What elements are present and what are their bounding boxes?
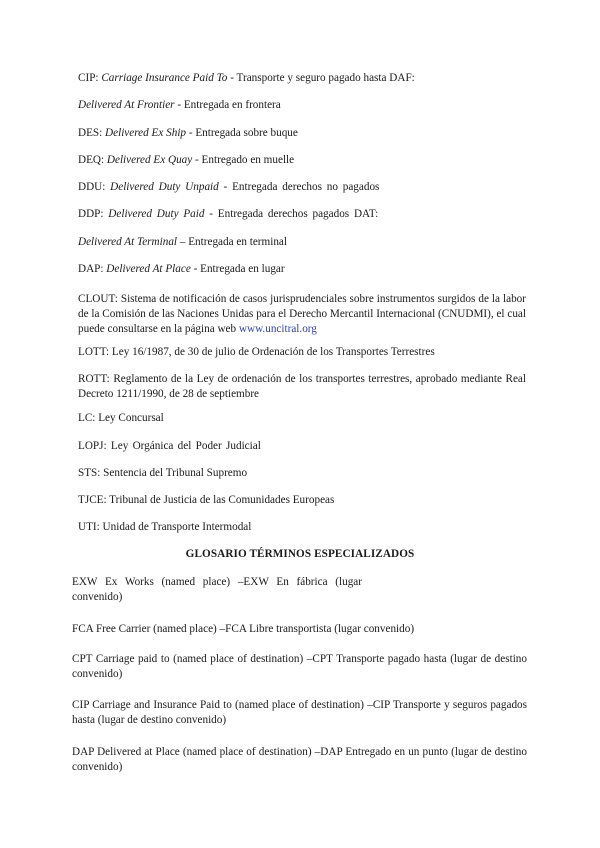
glossary-exw: EXW Ex Works (named place) –EXW En fábrica (lugar convenido) [72,576,362,603]
abbr-english: Delivered At Terminal [78,236,178,248]
sts-line: STS: Sentencia del Tribunal Supremo [78,467,248,479]
rott-paragraph: ROTT: Reglamento de la Ley de ordenación de los transportes terrestres, aprobado mediante Real Decreto 1211/1990, de 28 de septiembre [78,373,526,400]
abbr-spanish: - Transporte y seguro pagado hasta DAF: [230,72,415,84]
abbr-english: Delivered At Frontier [78,99,175,111]
glossary-heading: GLOSARIO TÉRMINOS ESPECIALIZADOS [185,548,415,560]
abbr-ddp [78,207,378,221]
abbr-code: DDP: [78,208,104,220]
abbr-dat [78,235,287,249]
abbr-code: DEQ: [78,154,105,166]
glossary-fca: FCA Free Carrier (named place) –FCA Libre transportista (lugar convenido) [72,623,415,635]
abbr-english: Carriage Insurance Paid To [101,72,228,84]
abbr-deq [78,153,294,167]
abbr-spanish: - Entregado en muelle [195,154,295,166]
abbr-spanish: - Entregada derechos no pagados [223,181,380,193]
abbr-code: CIP: [78,72,99,84]
abbr-spanish: – Entregada en terminal [179,236,287,248]
lc-line: LC: Ley Concursal [78,412,164,424]
abbr-ddu [78,180,379,194]
abbr-spanish: - Entregada en lugar [193,263,285,275]
abbr-english: Delivered Ex Quay [106,154,193,166]
lott-line: LOTT: Ley 16/1987, de 30 de julio de Ordenación de los Transportes Terrestres [78,346,435,358]
abbr-code: DDU: [78,181,106,193]
uncitral-link[interactable]: www.uncitral.org [238,323,317,335]
lopj-line: LOPJ: Ley Orgánica del Poder Judicial [78,440,261,452]
abbr-spanish: - Entregada en frontera [177,99,281,111]
clout-paragraph [78,292,526,337]
glossary-cpt: CPT Carriage paid to (named place of destination) –CPT Transporte pagado hasta (lugar de destino convenido) [72,653,527,680]
uti-line: UTI: Unidad de Transporte Intermodal [78,521,252,533]
glossary-cip: CIP Carriage and Insurance Paid to (named place of destination) –CIP Transporte y seguros pagados hasta (lugar de destino convenido) [72,699,527,726]
abbr-english: Delivered Duty Paid [108,208,205,220]
clout-text: CLOUT: Sistema de notificación de casos jurisprudenciales sobre instrumentos surgidos de la labor de la Comisión de las Naciones Unidas para el Derecho Mercantil Internacional (CNUDMI), el cual puede consultarse en la página web [78,293,526,335]
abbr-cip [78,71,415,85]
abbr-daf [78,98,281,112]
abbr-des [78,126,298,140]
abbr-english: Delivered At Place [106,263,191,275]
abbr-english: Delivered Ex Ship [105,127,187,139]
abbr-code: DES: [78,127,103,139]
tjce-line: TJCE: Tribunal de Justicia de las Comunidades Europeas [78,494,335,506]
abbr-spanish: - Entregada derechos pagados DAT: [209,208,379,220]
abbr-english: Delivered Duty Unpaid [110,181,219,193]
abbr-dap [78,262,285,276]
abbr-code: DAP: [78,263,104,275]
glossary-dap: DAP Delivered at Place (named place of destination) –DAP Entregado en un punto (lugar de destino convenido) [72,746,527,773]
abbr-spanish: - Entregada sobre buque [188,127,298,139]
